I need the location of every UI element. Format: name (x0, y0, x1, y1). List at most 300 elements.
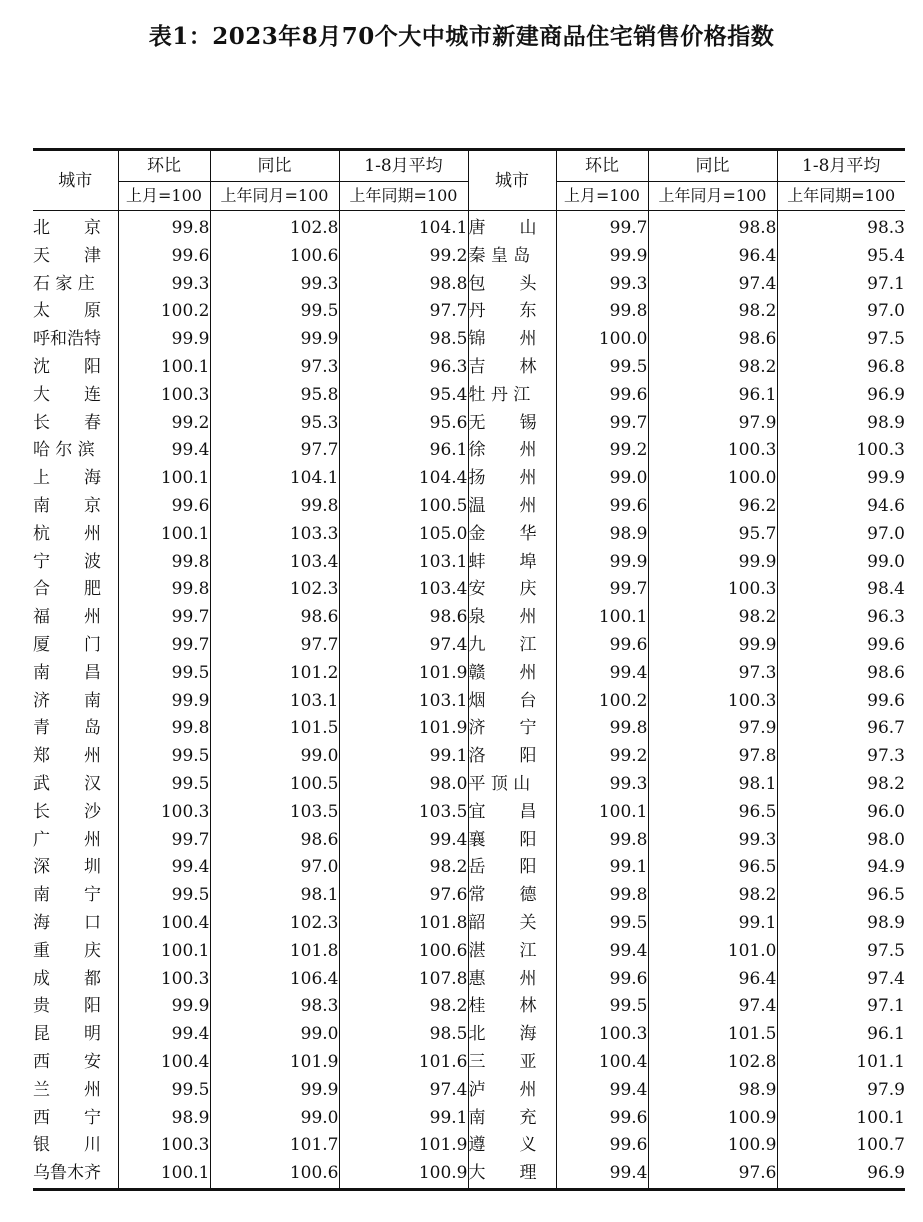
city-name-right: 吉 林 (468, 354, 556, 382)
mom-value-left: 100.1 (118, 354, 210, 382)
mom-value-left: 99.5 (118, 771, 210, 799)
city-name-left: 长 春 (33, 412, 101, 433)
avg-value-right: 96.9 (777, 1160, 905, 1189)
city-name-left: 重 庆 (33, 940, 101, 961)
avg-value-left: 98.5 (339, 326, 468, 354)
yoy-value-right: 97.4 (648, 271, 777, 299)
avg-value-left: 98.2 (339, 993, 468, 1021)
avg-value-left: 98.5 (339, 1021, 468, 1049)
avg-value-right: 98.6 (777, 660, 905, 688)
avg-value-left: 97.4 (339, 632, 468, 660)
avg-value-right: 97.0 (777, 521, 905, 549)
yoy-value-left: 98.6 (210, 827, 339, 855)
mom-value-left: 100.1 (118, 938, 210, 966)
city-name-left: 哈 尔 滨 (33, 440, 95, 461)
avg-value-left: 100.6 (339, 938, 468, 966)
mom-value-left: 100.1 (118, 1160, 210, 1189)
yoy-value-right: 98.8 (648, 211, 777, 243)
yoy-value-right: 100.3 (648, 576, 777, 604)
city-name-left: 杭 州 (33, 523, 101, 544)
table-row (33, 326, 905, 354)
table-row (33, 521, 905, 549)
yoy-value-left: 102.3 (210, 576, 339, 604)
city-name-right: 秦 皇 岛 (468, 243, 556, 271)
mom-value-right: 99.9 (556, 243, 648, 271)
header-city-left: 城市 (33, 150, 118, 211)
city-name-right: 平 顶 山 (468, 771, 556, 799)
table-row (33, 938, 905, 966)
table-row (33, 799, 905, 827)
city-name-left: 贵 阳 (33, 996, 101, 1017)
yoy-value-left: 97.0 (210, 854, 339, 882)
table-row (33, 243, 905, 271)
yoy-value-left: 100.6 (210, 1160, 339, 1189)
yoy-value-right: 99.3 (648, 827, 777, 855)
avg-value-left: 98.6 (339, 604, 468, 632)
mom-value-left: 99.8 (118, 549, 210, 577)
table-row (33, 827, 905, 855)
mom-value-left: 100.2 (118, 298, 210, 326)
mom-value-left: 100.4 (118, 910, 210, 938)
mom-value-left: 99.4 (118, 854, 210, 882)
city-name-right: 桂 林 (468, 993, 556, 1021)
mom-value-left: 100.1 (118, 521, 210, 549)
city-name-right: 烟 台 (468, 688, 556, 716)
mom-value-left: 99.8 (118, 576, 210, 604)
yoy-value-right: 102.8 (648, 1049, 777, 1077)
yoy-value-right: 97.9 (648, 410, 777, 438)
city-name-left: 成 都 (33, 968, 101, 989)
header-avg-left: 1-8月平均 (339, 150, 468, 182)
mom-value-left: 99.7 (118, 827, 210, 855)
mom-value-right: 99.6 (556, 1132, 648, 1160)
yoy-value-right: 96.5 (648, 854, 777, 882)
mom-value-left: 98.9 (118, 1105, 210, 1133)
table-row (33, 549, 905, 577)
yoy-value-left: 103.1 (210, 688, 339, 716)
city-name-left: 西 安 (33, 1051, 101, 1072)
city-name-right: 蚌 埠 (468, 549, 556, 577)
yoy-value-left: 101.8 (210, 938, 339, 966)
mom-value-left: 100.4 (118, 1049, 210, 1077)
mom-value-left: 99.9 (118, 993, 210, 1021)
mom-value-left: 99.9 (118, 326, 210, 354)
mom-value-left: 99.5 (118, 882, 210, 910)
avg-value-right: 97.5 (777, 326, 905, 354)
table-title: 表1：2023年8月70个大中城市新建商品住宅销售价格指数 (148, 23, 775, 50)
city-name-left: 青 岛 (33, 718, 101, 739)
avg-value-left: 103.1 (339, 688, 468, 716)
city-name-left: 福 州 (33, 607, 101, 628)
mom-value-right: 99.4 (556, 660, 648, 688)
mom-value-right: 99.6 (556, 632, 648, 660)
yoy-value-left: 97.7 (210, 437, 339, 465)
mom-value-right: 99.6 (556, 1105, 648, 1133)
avg-value-left: 97.7 (339, 298, 468, 326)
yoy-value-right: 98.1 (648, 771, 777, 799)
yoy-value-right: 100.0 (648, 465, 777, 493)
table-row (33, 1021, 905, 1049)
yoy-value-left: 106.4 (210, 966, 339, 994)
city-name-left: 郑 州 (33, 746, 101, 767)
mom-value-left: 100.3 (118, 966, 210, 994)
yoy-value-left: 100.6 (210, 243, 339, 271)
city-name-left: 兰 州 (33, 1079, 101, 1100)
mom-value-left: 99.2 (118, 410, 210, 438)
city-name-left: 天 津 (33, 245, 101, 266)
yoy-value-left: 98.6 (210, 604, 339, 632)
header-avg-right: 1-8月平均 (777, 150, 905, 182)
table-row (33, 688, 905, 716)
city-name-right: 徐 州 (468, 437, 556, 465)
table-row (33, 632, 905, 660)
yoy-value-left: 99.9 (210, 1077, 339, 1105)
city-name-right: 包 头 (468, 271, 556, 299)
avg-value-left: 95.4 (339, 382, 468, 410)
city-name-left: 呼和浩特 (33, 329, 101, 350)
city-name-right: 湛 江 (468, 938, 556, 966)
city-name-left: 武 汉 (33, 773, 101, 794)
yoy-value-right: 98.9 (648, 1077, 777, 1105)
table-row (33, 298, 905, 326)
table-row (33, 743, 905, 771)
avg-value-right: 94.9 (777, 854, 905, 882)
avg-value-right: 98.9 (777, 410, 905, 438)
yoy-value-left: 97.3 (210, 354, 339, 382)
city-name-left: 太 原 (33, 301, 101, 322)
mom-value-right: 99.4 (556, 938, 648, 966)
mom-value-left: 100.3 (118, 1132, 210, 1160)
table-row (33, 910, 905, 938)
yoy-value-left: 98.1 (210, 882, 339, 910)
city-name-right: 泉 州 (468, 604, 556, 632)
avg-value-right: 97.1 (777, 271, 905, 299)
city-name-right: 岳 阳 (468, 854, 556, 882)
mom-value-left: 99.5 (118, 1077, 210, 1105)
city-name-right: 赣 州 (468, 660, 556, 688)
city-name-left: 广 州 (33, 829, 101, 850)
avg-value-right: 97.3 (777, 743, 905, 771)
avg-value-right: 96.7 (777, 715, 905, 743)
table-row (33, 1105, 905, 1133)
city-name-left: 大 连 (33, 384, 101, 405)
avg-value-left: 99.1 (339, 1105, 468, 1133)
avg-value-left: 101.9 (339, 660, 468, 688)
yoy-value-right: 96.2 (648, 493, 777, 521)
table-row (33, 493, 905, 521)
yoy-value-right: 101.0 (648, 938, 777, 966)
mom-value-right: 100.1 (556, 604, 648, 632)
yoy-value-left: 95.8 (210, 382, 339, 410)
city-name-right: 洛 阳 (468, 743, 556, 771)
table-row (33, 382, 905, 410)
yoy-value-right: 97.9 (648, 715, 777, 743)
avg-value-right: 96.9 (777, 382, 905, 410)
city-name-left: 上 海 (33, 468, 101, 489)
city-name-right: 安 庆 (468, 576, 556, 604)
yoy-value-right: 100.9 (648, 1105, 777, 1133)
table-row (33, 1132, 905, 1160)
mom-value-left: 99.9 (118, 688, 210, 716)
avg-value-right: 99.6 (777, 688, 905, 716)
mom-value-right: 99.5 (556, 354, 648, 382)
avg-value-left: 99.1 (339, 743, 468, 771)
header-yoy-base-left: 上年同月=100 (210, 182, 339, 211)
mom-value-right: 98.9 (556, 521, 648, 549)
yoy-value-left: 104.1 (210, 465, 339, 493)
table-row (33, 660, 905, 688)
mom-value-right: 99.1 (556, 854, 648, 882)
mom-value-left: 99.5 (118, 743, 210, 771)
city-name-right: 丹 东 (468, 298, 556, 326)
city-name-left: 长 沙 (33, 801, 101, 822)
avg-value-right: 96.1 (777, 1021, 905, 1049)
avg-value-left: 104.4 (339, 465, 468, 493)
yoy-value-right: 99.9 (648, 549, 777, 577)
table-row (33, 1160, 905, 1189)
avg-value-right: 100.7 (777, 1132, 905, 1160)
city-name-right: 无 锡 (468, 410, 556, 438)
table-row (33, 437, 905, 465)
avg-value-left: 96.3 (339, 354, 468, 382)
city-name-left: 银 川 (33, 1135, 101, 1156)
city-name-left: 西 宁 (33, 1107, 101, 1128)
yoy-value-left: 103.3 (210, 521, 339, 549)
avg-value-right: 99.9 (777, 465, 905, 493)
mom-value-left: 99.3 (118, 271, 210, 299)
city-name-left: 南 宁 (33, 885, 101, 906)
avg-value-right: 96.5 (777, 882, 905, 910)
city-name-right: 温 州 (468, 493, 556, 521)
header-mom-left: 环比 (118, 150, 210, 182)
avg-value-left: 99.4 (339, 827, 468, 855)
city-name-right: 惠 州 (468, 966, 556, 994)
mom-value-right: 99.6 (556, 966, 648, 994)
header-mom-right: 环比 (556, 150, 648, 182)
avg-value-right: 97.5 (777, 938, 905, 966)
price-index-table (33, 148, 905, 1191)
yoy-value-left: 101.2 (210, 660, 339, 688)
table-row (33, 882, 905, 910)
mom-value-left: 100.3 (118, 799, 210, 827)
avg-value-right: 95.4 (777, 243, 905, 271)
mom-value-right: 100.3 (556, 1021, 648, 1049)
mom-value-left: 99.8 (118, 715, 210, 743)
yoy-value-left: 103.4 (210, 549, 339, 577)
mom-value-right: 99.3 (556, 271, 648, 299)
yoy-value-left: 99.9 (210, 326, 339, 354)
mom-value-right: 99.5 (556, 993, 648, 1021)
city-name-left: 乌鲁木齐 (33, 1160, 118, 1189)
table-row (33, 211, 905, 243)
city-name-left: 沈 阳 (33, 356, 101, 377)
avg-value-left: 101.9 (339, 1132, 468, 1160)
header-mom-base-right: 上月=100 (556, 182, 648, 211)
yoy-value-right: 97.3 (648, 660, 777, 688)
city-name-right: 宜 昌 (468, 799, 556, 827)
yoy-value-left: 95.3 (210, 410, 339, 438)
mom-value-right: 99.7 (556, 211, 648, 243)
yoy-value-right: 97.6 (648, 1160, 777, 1189)
yoy-value-left: 101.5 (210, 715, 339, 743)
mom-value-right: 100.4 (556, 1049, 648, 1077)
mom-value-left: 99.7 (118, 604, 210, 632)
city-name-left: 石 家 庄 (33, 273, 95, 294)
avg-value-left: 96.1 (339, 437, 468, 465)
mom-value-right: 99.3 (556, 771, 648, 799)
avg-value-left: 107.8 (339, 966, 468, 994)
mom-value-right: 99.2 (556, 743, 648, 771)
city-name-right: 唐 山 (468, 211, 556, 243)
avg-value-right: 98.9 (777, 910, 905, 938)
avg-value-right: 98.3 (777, 211, 905, 243)
table-row (33, 771, 905, 799)
table-row (33, 604, 905, 632)
avg-value-right: 97.1 (777, 993, 905, 1021)
table-row (33, 354, 905, 382)
yoy-value-left: 100.5 (210, 771, 339, 799)
table-body (33, 211, 905, 1190)
avg-value-right: 101.1 (777, 1049, 905, 1077)
avg-value-right: 96.3 (777, 604, 905, 632)
city-name-left: 宁 波 (33, 551, 101, 572)
city-name-right: 九 江 (468, 632, 556, 660)
yoy-value-right: 100.3 (648, 688, 777, 716)
city-name-right: 牡 丹 江 (468, 382, 556, 410)
header-yoy-base-right: 上年同月=100 (648, 182, 777, 211)
mom-value-right: 99.6 (556, 493, 648, 521)
mom-value-left: 99.4 (118, 1021, 210, 1049)
header-mom-base-left: 上月=100 (118, 182, 210, 211)
mom-value-right: 99.6 (556, 382, 648, 410)
yoy-value-right: 98.2 (648, 604, 777, 632)
city-name-left: 昆 明 (33, 1024, 101, 1045)
table-row (33, 715, 905, 743)
yoy-value-right: 96.1 (648, 382, 777, 410)
avg-value-right: 98.0 (777, 827, 905, 855)
yoy-value-right: 98.2 (648, 298, 777, 326)
yoy-value-left: 99.0 (210, 1105, 339, 1133)
mom-value-right: 99.2 (556, 437, 648, 465)
mom-value-left: 99.7 (118, 632, 210, 660)
avg-value-right: 98.4 (777, 576, 905, 604)
city-name-right: 常 德 (468, 882, 556, 910)
city-name-right: 金 华 (468, 521, 556, 549)
mom-value-right: 99.8 (556, 715, 648, 743)
yoy-value-left: 99.0 (210, 743, 339, 771)
avg-value-left: 105.0 (339, 521, 468, 549)
avg-value-left: 103.4 (339, 576, 468, 604)
avg-value-right: 96.8 (777, 354, 905, 382)
city-name-left: 海 口 (33, 912, 101, 933)
yoy-value-left: 102.3 (210, 910, 339, 938)
avg-value-left: 100.9 (339, 1160, 468, 1189)
avg-value-left: 103.5 (339, 799, 468, 827)
city-name-right: 北 海 (468, 1021, 556, 1049)
yoy-value-right: 99.1 (648, 910, 777, 938)
header-yoy-right: 同比 (648, 150, 777, 182)
yoy-value-right: 98.2 (648, 882, 777, 910)
city-name-right: 济 宁 (468, 715, 556, 743)
avg-value-right: 99.0 (777, 549, 905, 577)
yoy-value-left: 97.7 (210, 632, 339, 660)
table-row (33, 271, 905, 299)
header-city-right: 城市 (468, 150, 556, 211)
table-row (33, 1049, 905, 1077)
table-row (33, 854, 905, 882)
avg-value-right: 99.6 (777, 632, 905, 660)
yoy-value-left: 99.0 (210, 1021, 339, 1049)
city-name-left: 深 圳 (33, 857, 101, 878)
header-avg-base-right: 上年同期=100 (777, 182, 905, 211)
yoy-value-right: 97.4 (648, 993, 777, 1021)
avg-value-right: 100.3 (777, 437, 905, 465)
mom-value-left: 99.4 (118, 437, 210, 465)
yoy-value-left: 101.9 (210, 1049, 339, 1077)
city-name-left: 济 南 (33, 690, 101, 711)
mom-value-left: 99.6 (118, 493, 210, 521)
table-row (33, 576, 905, 604)
mom-value-left: 99.6 (118, 243, 210, 271)
avg-value-right: 97.0 (777, 298, 905, 326)
city-name-right: 大 理 (468, 1160, 556, 1189)
avg-value-left: 100.5 (339, 493, 468, 521)
mom-value-left: 100.1 (118, 465, 210, 493)
city-name-left: 合 肥 (33, 579, 101, 600)
yoy-value-left: 101.7 (210, 1132, 339, 1160)
city-name-right: 遵 义 (468, 1132, 556, 1160)
city-name-left: 南 昌 (33, 662, 101, 683)
avg-value-right: 96.0 (777, 799, 905, 827)
yoy-value-right: 98.6 (648, 326, 777, 354)
city-name-right: 襄 阳 (468, 827, 556, 855)
avg-value-left: 98.2 (339, 854, 468, 882)
mom-value-right: 99.8 (556, 882, 648, 910)
yoy-value-right: 95.7 (648, 521, 777, 549)
avg-value-left: 98.8 (339, 271, 468, 299)
table-row (33, 966, 905, 994)
header-yoy-left: 同比 (210, 150, 339, 182)
mom-value-left: 99.8 (118, 211, 210, 243)
mom-value-right: 99.8 (556, 298, 648, 326)
avg-value-right: 97.4 (777, 966, 905, 994)
avg-value-left: 101.6 (339, 1049, 468, 1077)
avg-value-right: 98.2 (777, 771, 905, 799)
table-row (33, 410, 905, 438)
yoy-value-left: 102.8 (210, 211, 339, 243)
city-name-right: 韶 关 (468, 910, 556, 938)
avg-value-right: 100.1 (777, 1105, 905, 1133)
city-name-right: 三 亚 (468, 1049, 556, 1077)
avg-value-left: 104.1 (339, 211, 468, 243)
yoy-value-left: 98.3 (210, 993, 339, 1021)
city-name-right: 锦 州 (468, 326, 556, 354)
mom-value-right: 99.4 (556, 1077, 648, 1105)
yoy-value-right: 98.2 (648, 354, 777, 382)
mom-value-right: 99.4 (556, 1160, 648, 1189)
mom-value-right: 99.7 (556, 576, 648, 604)
mom-value-right: 99.9 (556, 549, 648, 577)
mom-value-right: 99.0 (556, 465, 648, 493)
mom-value-left: 99.5 (118, 660, 210, 688)
mom-value-right: 100.2 (556, 688, 648, 716)
yoy-value-right: 99.9 (648, 632, 777, 660)
city-name-right: 南 充 (468, 1105, 556, 1133)
table-row (33, 1077, 905, 1105)
city-name-right: 泸 州 (468, 1077, 556, 1105)
yoy-value-right: 96.4 (648, 243, 777, 271)
header-avg-base-left: 上年同期=100 (339, 182, 468, 211)
